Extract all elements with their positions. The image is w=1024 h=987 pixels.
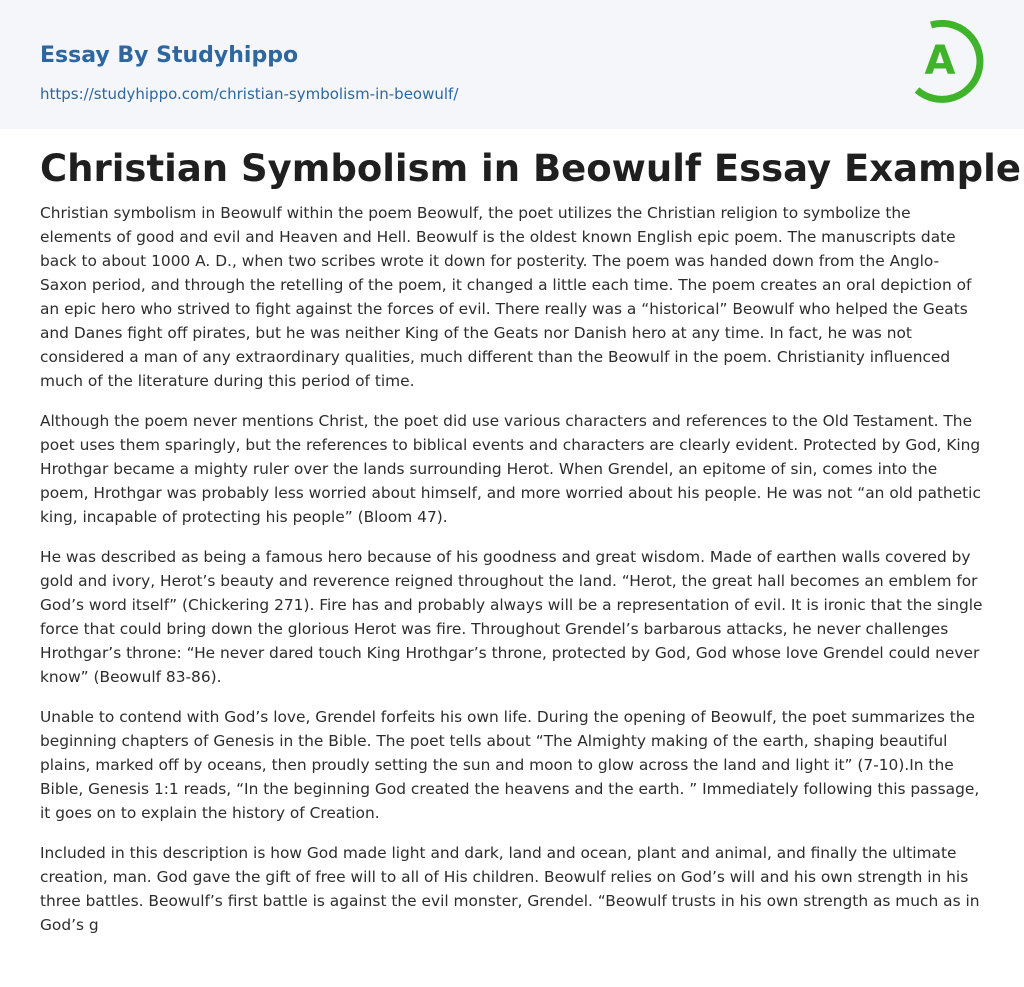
- essay-paragraph: Although the poem never mentions Christ, the poet did use various characters and references to the Old Testament. The poet uses them sparingly, but the references to biblical events and characters are clearly evident. Protected by God, King Hrothgar became a mighty ruler over the lands surrounding Herot. When Grendel, an epitome of sin, comes into the poem, Hrothgar was probably less worried about himself, and more worried about his people. He was not “an old pathetic king, incapable of protecting his people” (Bloom 47).: [40, 412, 981, 526]
- site-header: [0, 0, 1024, 129]
- studyhippo-logo-icon[interactable]: [910, 18, 988, 106]
- logo-letter: A: [924, 38, 956, 84]
- source-url-link[interactable]: https://studyhippo.com/christian-symbolism-in-beowulf/: [40, 85, 459, 103]
- brand-title[interactable]: Essay By Studyhippo: [40, 43, 299, 68]
- essay-paragraph: Unable to contend with God’s love, Grendel forfeits his own life. During the opening of Beowulf, the poet summarizes the beginning chapters of Genesis in the Bible. The poet tells about “The Almighty making of the earth, shaping beautiful plains, marked off by oceans, then proudly setting the sun and moon to glow across the land and light it” (7-10).In the Bible, Genesis 1:1 reads, “In the beginning God created the heavens and the earth. ” Immediately following this passage, it goes on to explain the history of Creation.: [40, 708, 980, 822]
- essay-title: Christian Symbolism in Beowulf Essay Example: [40, 147, 1021, 190]
- essay-content: [0, 129, 1024, 937]
- essay-paragraph: Included in this description is how God made light and dark, land and ocean, plant and animal, and finally the ultimate creation, man. God gave the gift of free will to all of His children. Beowulf relies on God’s will and his own strength in his three battles. Beowulf’s first battle is against the evil monster, Grendel. “Beowulf trusts in his own strength as much as in God’s g: [40, 844, 980, 934]
- essay-paragraph: He was described as being a famous hero because of his goodness and great wisdom. Made of earthen walls covered by gold and ivory, Herot’s beauty and reverence reigned throughout the land. “Herot, the great hall becomes an emblem for God’s word itself” (Chickering 271). Fire has and probably always will be a representation of evil. It is ironic that the single force that could bring down the glorious Herot was fire. Throughout Grendel’s barbarous attacks, he never challenges Hrothgar’s throne: “He never dared touch King Hrothgar’s throne, protected by God, God whose love Grendel could never know” (Beowulf 83-86).: [40, 548, 983, 686]
- essay-paragraph: Christian symbolism in Beowulf within the poem Beowulf, the poet utilizes the Christian religion to symbolize the elements of good and evil and Heaven and Hell. Beowulf is the oldest known English epic poem. The manuscripts date back to about 1000 A. D., when two scribes wrote it down for posterity. The poem was handed down from the Anglo-Saxon period, and through the retelling of the poem, it changed a little each time. The poem creates an oral depiction of an epic hero who strived to fight against the forces of evil. There really was a “historical” Beowulf who helped the Geats and Danes fight off pirates, but he was neither King of the Geats nor Danish hero at any time. In fact, he was not considered a man of any extraordinary qualities, much different than the Beowulf in the poem. Christianity influenced much of the literature during this period of time.: [40, 204, 972, 390]
